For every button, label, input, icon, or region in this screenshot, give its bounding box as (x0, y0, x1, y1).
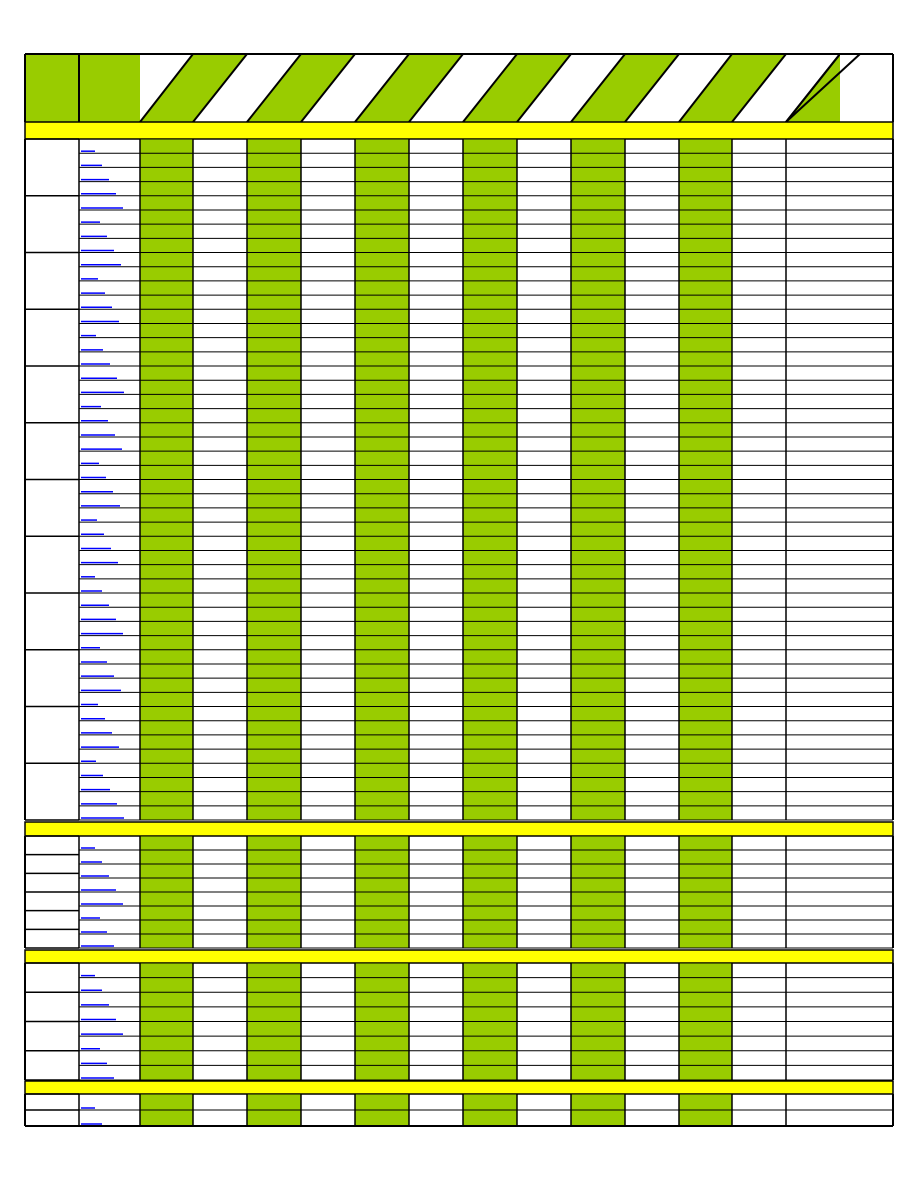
section-header-bar (25, 122, 893, 139)
header-green-block (25, 54, 140, 122)
section-header-bar (25, 1081, 893, 1094)
section-header-bar (25, 822, 893, 836)
section-header-bar (25, 950, 893, 963)
